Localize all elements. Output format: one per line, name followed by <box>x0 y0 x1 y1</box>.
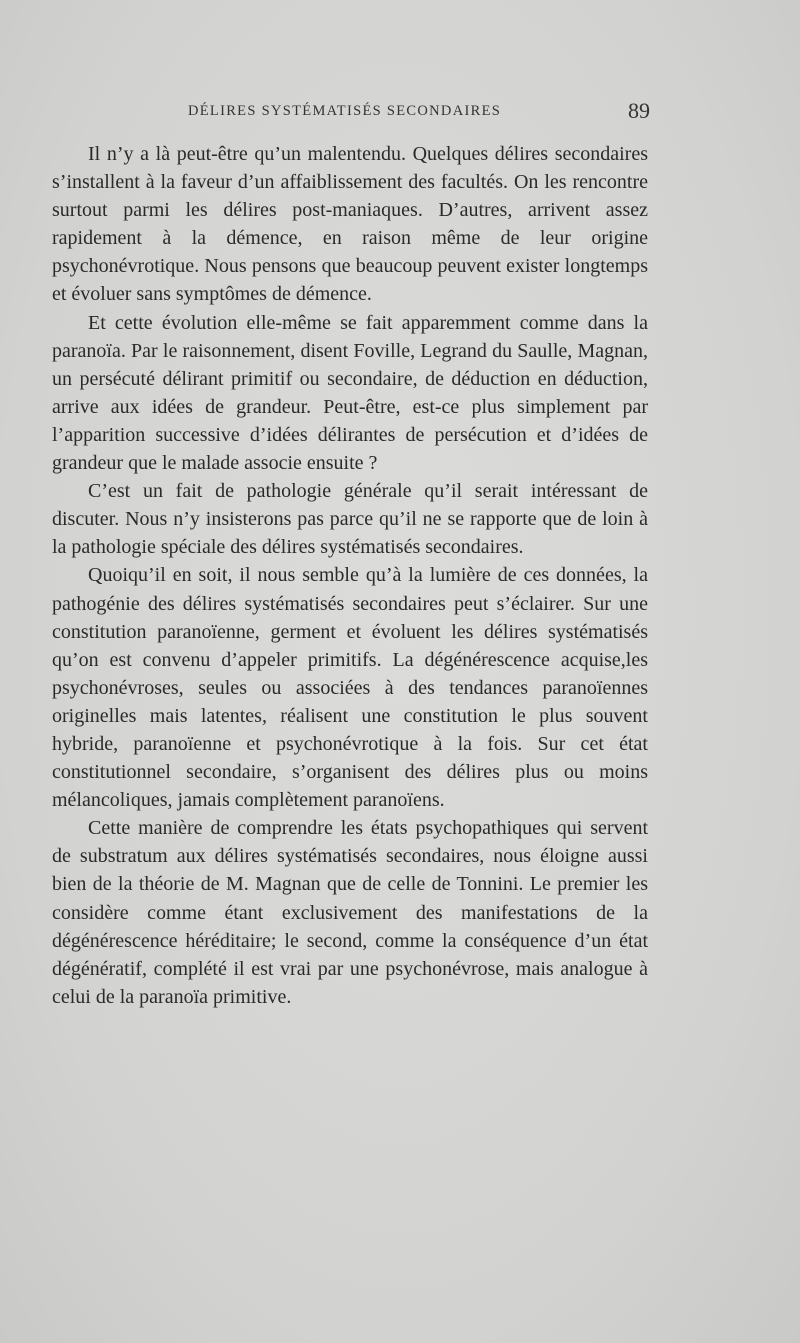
paragraph-4: Quoiqu’il en soit, il nous semble qu’à la lumière de ces données, la pathogénie des délires systématisés secondaires peut s’éclairer. Sur une constitution paranoïenne, germent et évoluent les délires systématisés qu’on est convenu d’appeler primitifs. La dégénérescence acquise,les psychonévroses, seules ou associées à des tendances paranoïennes originelles mais latentes, réalisent une constitution le plus souvent hybride, paranoïenne et psychonévrotique à la fois. Sur cet état constitutionnel secondaire, s’organisent des délires plus ou moins mélancoliques, jamais complètement paranoïens. <box>52 564 648 812</box>
paragraph-3: C’est un fait de pathologie générale qu’il serait intéressant de discuter. Nous n’y insisterons pas parce qu’il ne se rapporte que de loin à la pathologie spéciale des délires systématisés secondaires. <box>52 480 648 559</box>
paragraph-1: Il n’y a là peut-être qu’un malentendu. Quelques délires secondaires s’installent à la faveur d’un affaiblissement des facultés. On les rencontre surtout parmi les délires post-maniaques. D’autres, arrivent assez rapidement à la démence, en raison même de leur origine psychonévrotique. Nous pensons que beaucoup peuvent exister longtemps et évoluer sans symptômes de démence. <box>52 143 648 306</box>
running-head <box>52 98 652 131</box>
paragraph-5: Cette manière de comprendre les états psychopathiques qui servent de substratum aux délires systématisés secondaires, nous éloigne aussi bien de la théorie de M. Magnan que de celle de Tonnini. Le premier les considère comme étant exclusivement des manifestations de la dégénérescence héréditaire; le second, comme la conséquence d’un état dégénératif, complété il est vrai par une psychonévrose, mais analogue à celui de la paranoïa primitive. <box>52 817 648 1008</box>
page-number: 89 <box>628 98 650 123</box>
running-title: DÉLIRES SYSTÉMATISÉS SECONDAIRES <box>188 103 502 119</box>
body-text <box>52 140 648 1011</box>
paragraph-2: Et cette évolution elle-même se fait apparemment comme dans la paranoïa. Par le raisonnement, disent Foville, Legrand du Saulle, Magnan, un persécuté délirant primitif ou secondaire, de déduction en déduction, arrive aux idées de grandeur. Peut-être, est-ce plus simplement par l’apparition successive d’idées délirantes de persécution et d’idées de grandeur que le malade associe ensuite ? <box>52 311 648 475</box>
